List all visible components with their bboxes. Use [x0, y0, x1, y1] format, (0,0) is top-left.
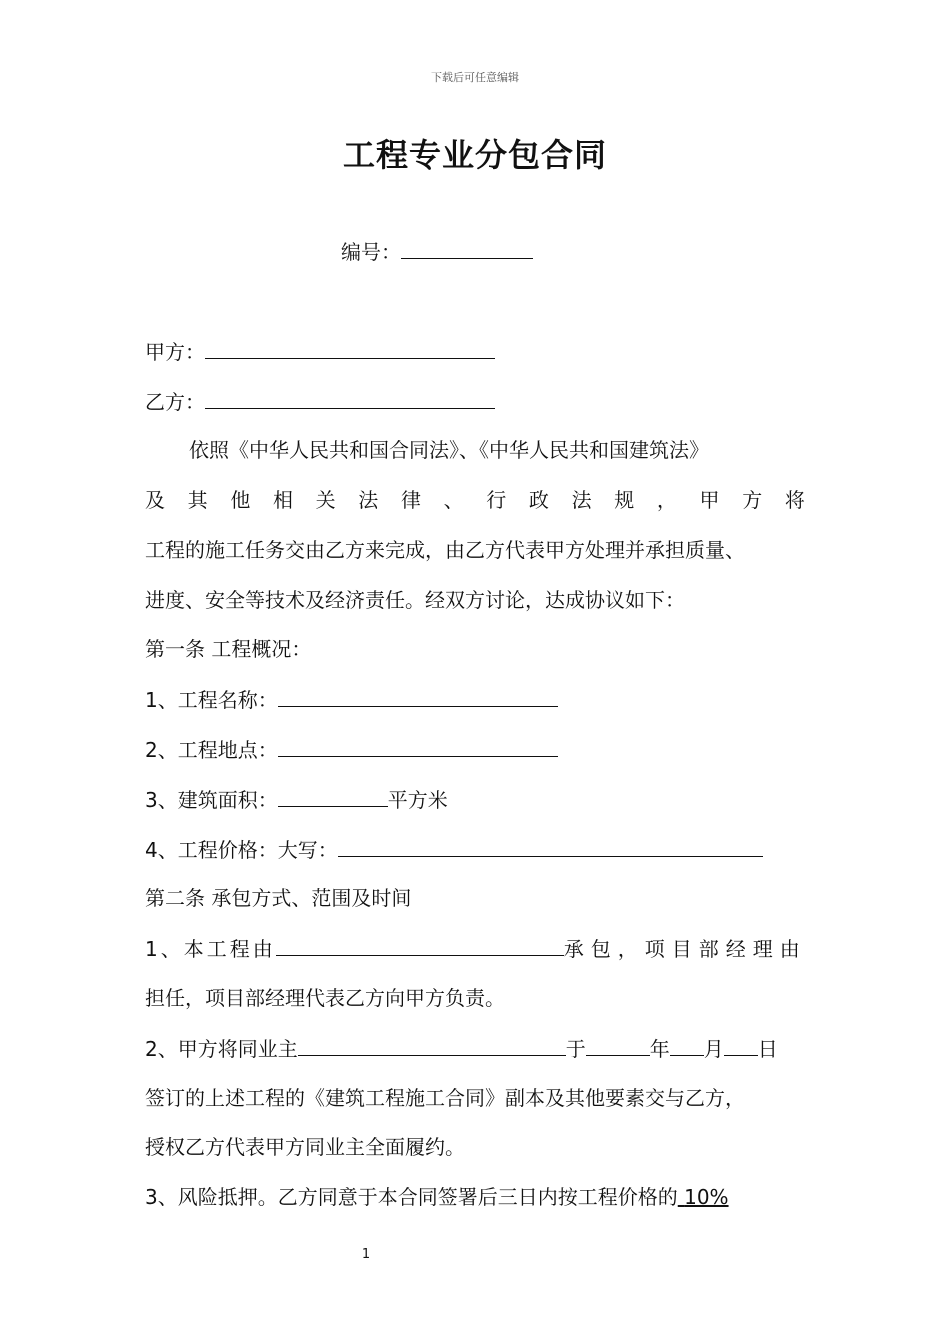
intro-char: 、 — [443, 488, 464, 512]
building-area-blank[interactable] — [278, 784, 388, 807]
intro-char: 法 — [571, 488, 592, 512]
project-location-blank[interactable] — [278, 734, 558, 757]
document-title: 工程专业分包合同 — [342, 136, 607, 174]
owner-blank[interactable] — [298, 1033, 566, 1056]
building-area-line — [145, 784, 448, 815]
contractor-line — [145, 933, 807, 964]
intro-char: 规 — [614, 488, 635, 512]
contract-number-label: 编号： — [341, 240, 401, 264]
building-area-unit: 平方米 — [387, 788, 448, 812]
party-a-label: 甲方： — [145, 340, 205, 364]
project-location-line — [145, 734, 558, 765]
intro-char: 其 — [187, 488, 208, 512]
risk-deposit-label: 3、风险抵押。乙方同意于本合同签署后三日内按工程价格的 — [145, 1185, 678, 1209]
intro-char: 他 — [230, 488, 251, 512]
intro-char: 及 — [145, 488, 165, 512]
project-name-label: 1、工程名称： — [145, 688, 278, 712]
intro-char: 将 — [784, 488, 805, 512]
party-a-line — [145, 336, 495, 367]
day-label: 日 — [757, 1037, 778, 1061]
intro-line-4: 进度、安全等技术及经济责任。经双方讨论，达成协议如下： — [145, 588, 685, 612]
month-blank[interactable] — [670, 1033, 704, 1056]
party-a-blank[interactable] — [205, 336, 495, 359]
article-2-heading: 第二条 承包方式、范围及时间 — [145, 886, 412, 910]
contract-copy-line: 签订的上述工程的《建筑工程施工合同》副本及其他要素交与乙方， — [145, 1086, 745, 1110]
contractor-label: 1、本工程由 — [145, 937, 276, 961]
intro-char: 方 — [742, 488, 763, 512]
intro-line-3: 工程的施工任务交由乙方来完成，由乙方代表甲方处理并承担质量、 — [145, 538, 745, 562]
intro-char: 关 — [315, 488, 336, 512]
header-note: 下载后可任意编辑 — [431, 71, 519, 84]
project-price-blank[interactable] — [338, 834, 763, 857]
intro-char: 律 — [400, 488, 421, 512]
project-price-label: 4、工程价格：大写： — [145, 838, 338, 862]
risk-deposit-percent — [678, 1185, 729, 1209]
contract-number-blank[interactable] — [401, 236, 533, 259]
year-label: 年 — [649, 1037, 670, 1061]
manager-line: 担任，项目部经理代表乙方向甲方负责。 — [145, 986, 505, 1010]
intro-char: 相 — [272, 488, 293, 512]
intro-line-1: 依照《中华人民共和国合同法》、《中华人民共和国建筑法》 — [189, 438, 709, 462]
party-b-blank[interactable] — [205, 386, 495, 409]
year-blank[interactable] — [586, 1033, 650, 1056]
contract-number — [341, 236, 533, 267]
authorization-line: 授权乙方代表甲方同业主全面履约。 — [145, 1135, 465, 1159]
day-blank[interactable] — [724, 1033, 758, 1056]
intro-char: 行 — [486, 488, 507, 512]
article-1-heading: 第一条 工程概况： — [145, 637, 312, 661]
contractor-label-2: 承包，项目部经理由 — [563, 937, 807, 961]
project-price-line — [145, 834, 763, 865]
intro-char: ， — [656, 488, 677, 512]
intro-line-2 — [145, 485, 805, 515]
intro-char: 政 — [528, 488, 549, 512]
project-location-label: 2、工程地点： — [145, 738, 278, 762]
page-number: 1 — [361, 1247, 371, 1262]
building-area-label: 3、建筑面积： — [145, 788, 278, 812]
contractor-blank[interactable] — [276, 933, 564, 956]
owner-label: 2、甲方将同业主 — [145, 1037, 298, 1061]
month-label: 月 — [703, 1037, 724, 1061]
risk-deposit-percent-value: 10% — [684, 1185, 729, 1209]
party-b-label: 乙方： — [145, 390, 205, 414]
risk-deposit-line — [145, 1182, 729, 1212]
project-name-blank[interactable] — [278, 684, 558, 707]
intro-char: 甲 — [699, 488, 720, 512]
party-b-line — [145, 386, 495, 417]
project-name-line — [145, 684, 558, 715]
on-date-label: 于 — [565, 1037, 586, 1061]
intro-char: 法 — [358, 488, 379, 512]
owner-contract-line — [145, 1033, 778, 1064]
